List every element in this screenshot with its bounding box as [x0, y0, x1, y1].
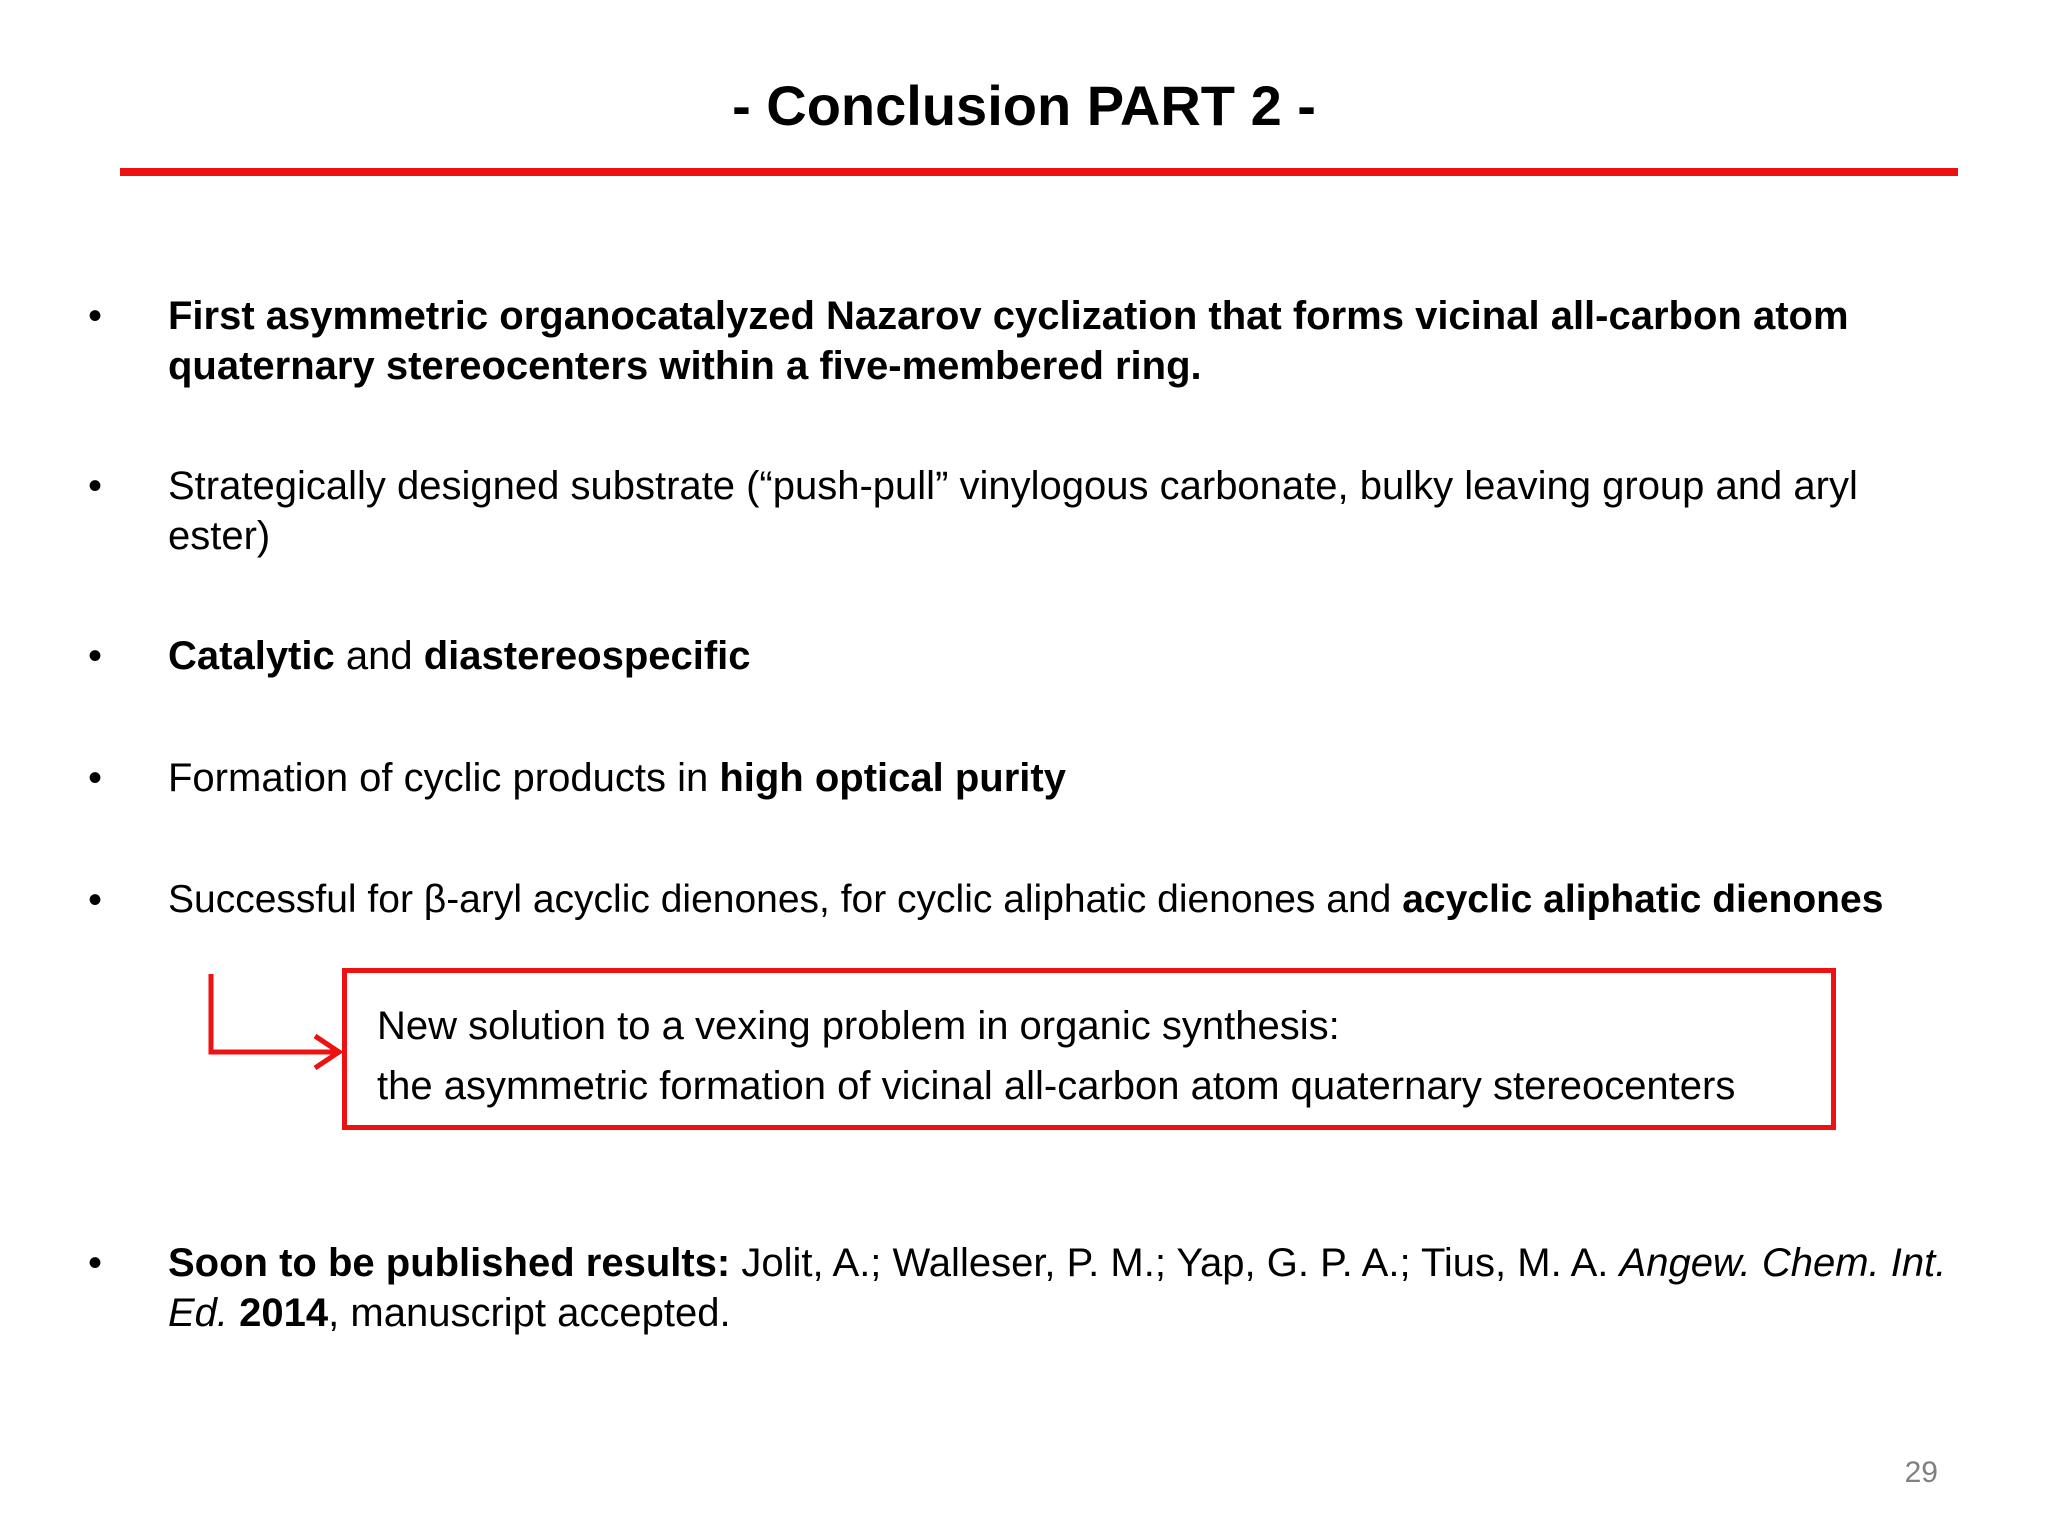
bullet-text [168, 875, 1968, 925]
slide-title: - Conclusion PART 2 - [732, 74, 1316, 137]
bullet-segment: acyclic aliphatic dienones [1402, 878, 1884, 921]
bullet-segment: diastereospecific [423, 634, 751, 678]
bullet-segment: Successful for β-aryl acyclic dienones, for cyclic aliphatic dienones and [168, 878, 1403, 921]
bullet-marker: • [88, 464, 103, 508]
bullet-segment: Jolit, A.; Walleser, P. M.; Yap, G. P. A.; Tius, M. A. [730, 1241, 1620, 1285]
bullet-segment [228, 1291, 239, 1335]
bullet-segment: Soon to be published results: [168, 1241, 731, 1285]
journal-name: Angew. Chem. Int. Ed. [168, 1241, 1947, 1335]
bullet-marker: • [88, 634, 103, 678]
bullet-segment: , manuscript accepted. [328, 1291, 731, 1335]
title-underline [120, 168, 1958, 176]
bullet-segment: high optical purity [719, 756, 1066, 800]
bullet-marker: • [88, 756, 103, 800]
bullet-text [168, 1238, 1968, 1338]
right-arrow-icon [195, 970, 345, 1070]
bullet-segment: First asymmetric organocatalyzed Nazarov cyclization that forms vicinal all-carbon atom quaternary stereocenters within a five-membered ring. [168, 294, 1849, 388]
bullet-marker: • [88, 294, 103, 338]
bullet-segment: Strategically designed substrate (“push-pull” vinylogous carbonate, bulky leaving group and aryl ester) [168, 464, 1858, 558]
bullet-text [168, 291, 1968, 391]
bullet-segment: Catalytic [168, 634, 335, 678]
bullet-text [168, 461, 1968, 561]
bullet-marker: • [88, 1241, 103, 1285]
bullet-text [168, 753, 1968, 803]
bullet-segment: Formation of cyclic products in [168, 756, 720, 800]
bullet-marker: • [88, 878, 103, 922]
bullet-text [168, 631, 1968, 681]
highlight-line-2: the asymmetric formation of vicinal all-carbon atom quaternary stereocenters [377, 1064, 1736, 1108]
page-number: 29 [1904, 1456, 1938, 1489]
highlight-box [342, 968, 1836, 1130]
bullet-segment: and [334, 634, 424, 678]
publication-year: 2014 [239, 1291, 329, 1335]
highlight-line-1: New solution to a vexing problem in organic synthesis: [377, 1004, 1340, 1048]
